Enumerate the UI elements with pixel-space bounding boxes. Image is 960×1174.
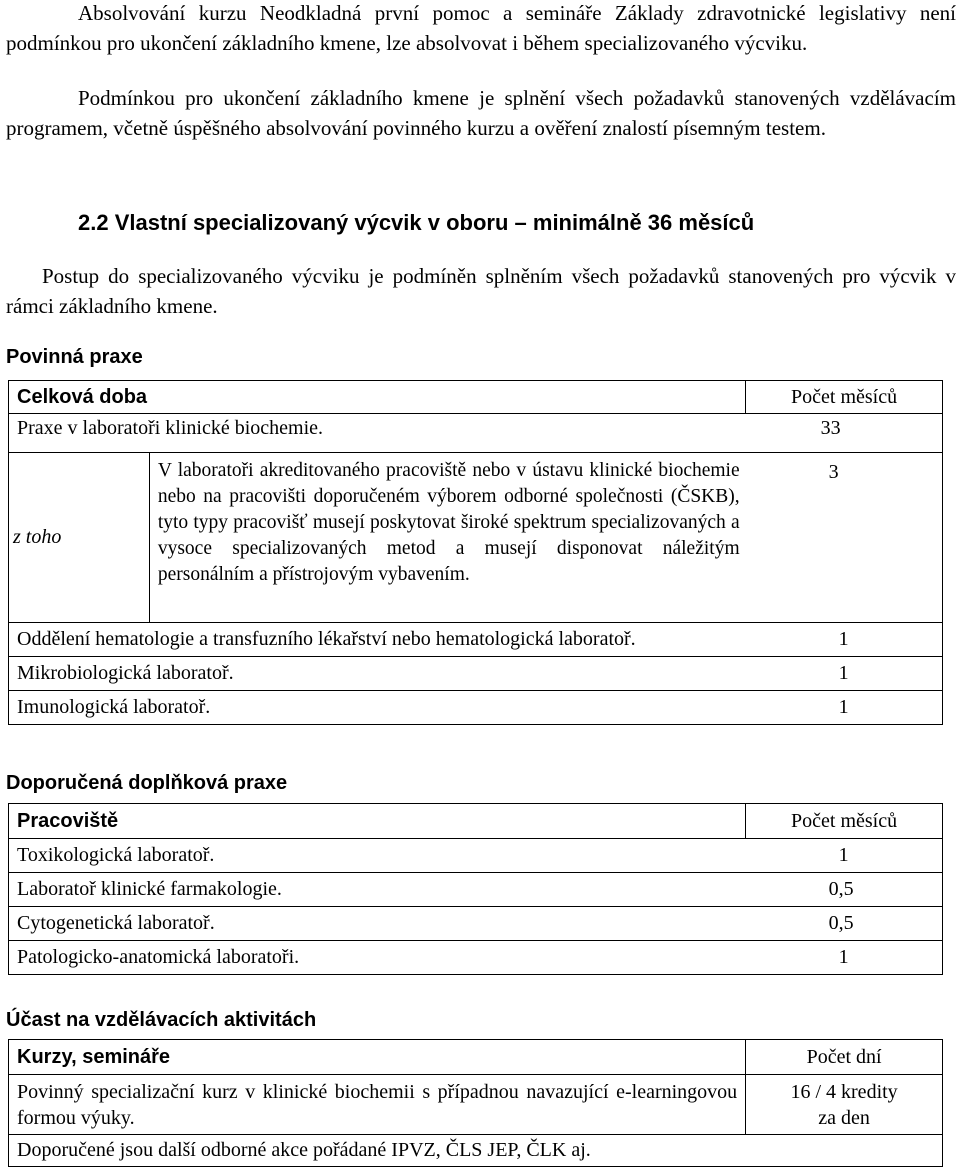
table-row: [9, 691, 943, 725]
table-row: [9, 623, 943, 657]
table-header-row: [9, 804, 943, 839]
row-label: Laboratoř klinické farmakologie.: [9, 873, 746, 907]
row-value: [746, 1075, 943, 1135]
column-header-pracoviste: Pracoviště: [9, 804, 746, 839]
table-row: [9, 839, 943, 873]
column-header-pocet-dni: Počet dní: [746, 1040, 943, 1075]
doporucena-praxe-table: [8, 803, 943, 975]
intro-paragraph-1-text: Absolvování kurzu Neodkladná první pomoc a semináře Základy zdravotnické legislativy není podmínkou pro ukončení základního kmene, lze absolvovat i během specializovaného výcviku.: [6, 1, 956, 55]
intro-paragraph-1: [6, 0, 956, 58]
section-heading: 2.2 Vlastní specializovaný výcvik v oboru – minimálně 36 měsíců: [78, 210, 755, 235]
intro-paragraph-2: [6, 84, 956, 143]
row-value-line-1: 16 / 4 kredity: [790, 1080, 898, 1103]
povinna-praxe-table: [8, 380, 943, 725]
table-header-row: [9, 1040, 943, 1075]
row-value: 1: [746, 691, 943, 725]
section-intro: [6, 262, 956, 321]
row-value: 1: [746, 623, 943, 657]
row-value: 33: [746, 414, 943, 443]
doporucena-praxe-heading: Doporučená doplňková praxe: [6, 772, 288, 794]
table-row: [9, 1135, 943, 1167]
table-row: [9, 1075, 943, 1135]
ucast-heading: Účast na vzdělávacích aktivitách: [6, 1009, 317, 1031]
row-label: Toxikologická laboratoř.: [9, 839, 746, 873]
column-header-pocet-mesicu: Počet měsíců: [746, 804, 943, 839]
table-row-z-toho: [9, 453, 943, 623]
ucast-table: [8, 1039, 943, 1167]
intro-paragraph-2-text: Podmínkou pro ukončení základního kmene je splnění všech požadavků stanovených vzdělávacím programem, včetně úspěšného absolvování povinného kurzu a ověření znalostí písemným testem.: [6, 86, 956, 140]
row-value: 1: [746, 941, 943, 975]
z-toho-description: V laboratoři akreditovaného pracoviště nebo v ústavu klinické biochemie nebo na pracovišti doporučeném výborem odborné společnosti (ČSKB), tyto typy pracovišť musejí poskytovat široké spektrum specializovaných a vysoce specializovaných metod a musejí disponovat náležitým personálním a přístrojovým vybavením.: [149, 453, 745, 623]
row-value: 0,5: [746, 907, 943, 941]
column-header-celkova-doba: Celková doba: [9, 381, 746, 414]
row-label: Cytogenetická laboratoř.: [9, 907, 746, 941]
table-row: [9, 873, 943, 907]
section-intro-text: Postup do specializovaného výcviku je podmíněn splněním všech požadavků stanovených pro výcvik v rámci základního kmene.: [6, 264, 956, 318]
column-header-kurzy: Kurzy, semináře: [9, 1040, 746, 1075]
row-value: 1: [746, 657, 943, 691]
table-row: [9, 941, 943, 975]
row-value: 1: [746, 839, 943, 873]
table-row: [9, 414, 943, 443]
row-label: Mikrobiologická laboratoř.: [9, 657, 746, 691]
row-label: Oddělení hematologie a transfuzního lékařství nebo hematologická laboratoř.: [9, 623, 746, 657]
row-label: Imunologická laboratoř.: [9, 691, 746, 725]
row-label: Patologicko-anatomická laboratoři.: [9, 941, 746, 975]
table-row: [9, 657, 943, 691]
row-label: Praxe v laboratoři klinické biochemie.: [9, 414, 746, 443]
z-toho-value: 3: [746, 453, 943, 623]
povinna-praxe-heading: Povinná praxe: [6, 346, 143, 368]
z-toho-label: z toho: [9, 453, 150, 623]
row-label: Doporučené jsou další odborné akce pořádané IPVZ, ČLS JEP, ČLK aj.: [9, 1135, 943, 1167]
row-value-line-2: za den: [818, 1106, 870, 1129]
row-label: Povinný specializační kurz v klinické biochemii s případnou navazující e-learningovou formou výuky.: [9, 1075, 746, 1135]
table-row: [9, 907, 943, 941]
column-header-pocet-mesicu: Počet měsíců: [746, 381, 943, 414]
row-value: 0,5: [746, 873, 943, 907]
table-header-row: [9, 381, 943, 414]
